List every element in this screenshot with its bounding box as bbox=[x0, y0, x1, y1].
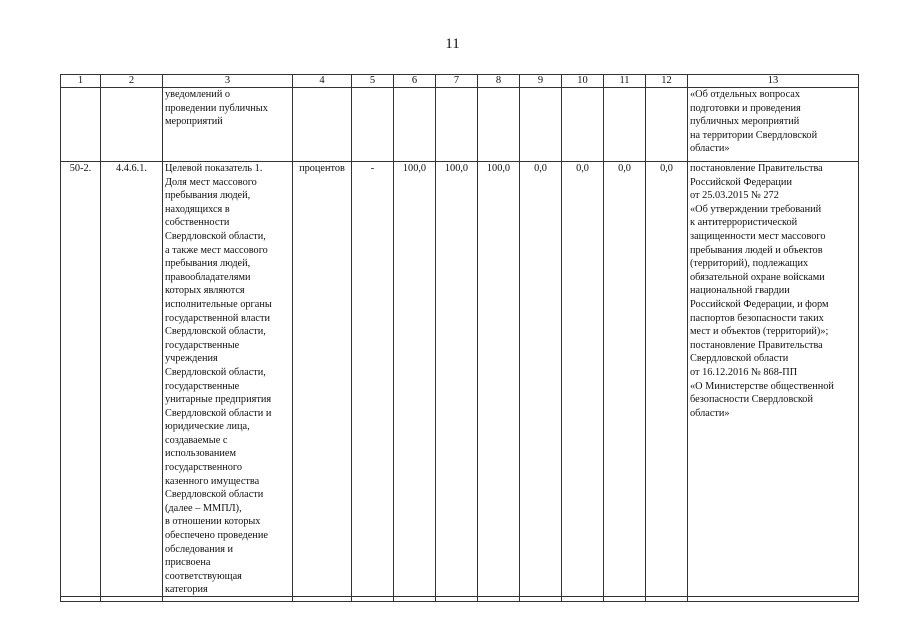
text-line: государственного bbox=[165, 462, 242, 474]
text-line: государственные bbox=[165, 339, 240, 351]
value-cell-5: - bbox=[352, 162, 394, 602]
text-line: использованием bbox=[165, 448, 236, 460]
value-cell-8: 100,0 bbox=[478, 162, 520, 602]
source-cell bbox=[688, 162, 859, 602]
text-line: «О Министерстве общественной bbox=[690, 380, 834, 392]
table-row bbox=[61, 162, 859, 602]
text-line: соответствующая bbox=[165, 570, 242, 582]
text-line: мероприятий bbox=[165, 116, 223, 128]
text-line: области» bbox=[690, 143, 730, 155]
value-cell-11: 0,0 bbox=[604, 162, 646, 602]
text-line: «Об утверждении требований bbox=[690, 203, 822, 215]
text-line: от 25.03.2015 № 272 bbox=[690, 190, 779, 202]
text-line: Российской Федерации bbox=[690, 176, 792, 188]
cell-empty bbox=[520, 88, 562, 162]
text-line: исполнительные органы bbox=[165, 298, 272, 310]
header-cell: 2 bbox=[101, 75, 163, 88]
text-line: уведомлений о bbox=[165, 89, 231, 100]
cell-empty bbox=[478, 88, 520, 162]
text-line: Свердловской области bbox=[690, 353, 789, 365]
text-line: государственные bbox=[165, 380, 240, 392]
cell-empty bbox=[604, 88, 646, 162]
text-line: находящихся в bbox=[165, 203, 230, 215]
text-line: обеспечено проведение bbox=[165, 530, 268, 542]
header-cell: 11 bbox=[604, 75, 646, 88]
text-line: публичных мероприятий bbox=[690, 116, 800, 128]
text-line: категория bbox=[165, 584, 208, 596]
header-cell: 12 bbox=[646, 75, 688, 88]
cell-empty bbox=[646, 88, 688, 162]
text-line: области» bbox=[690, 407, 730, 419]
header-cell: 8 bbox=[478, 75, 520, 88]
value-cell-6: 100,0 bbox=[394, 162, 436, 602]
value-cell-9: 0,0 bbox=[520, 162, 562, 602]
indicator-name-cell bbox=[163, 162, 293, 602]
text-line: Российской Федерации, и форм bbox=[690, 298, 829, 310]
header-cell: 1 bbox=[61, 75, 101, 88]
cell-empty bbox=[293, 88, 352, 162]
text-line: национальной гвардии bbox=[690, 285, 790, 297]
text-line: казенного имущества bbox=[165, 475, 260, 487]
text-line: подготовки и проведения bbox=[690, 102, 801, 114]
cell-empty bbox=[562, 88, 604, 162]
text-line: Доля мест массового bbox=[165, 176, 257, 188]
header-cell: 5 bbox=[352, 75, 394, 88]
cell-empty bbox=[101, 88, 163, 162]
text-line: «Об отдельных вопросах bbox=[690, 89, 800, 100]
text-line: присвоена bbox=[165, 557, 211, 569]
text-line: пребывания людей, bbox=[165, 190, 251, 202]
text-line: на территории Свердловской bbox=[690, 129, 818, 141]
value-cell-7: 100,0 bbox=[436, 162, 478, 602]
continuation-source-cell bbox=[688, 88, 859, 162]
page-number: 11 bbox=[445, 36, 460, 52]
unit-cell: процентов bbox=[293, 162, 352, 602]
header-cell: 6 bbox=[394, 75, 436, 88]
text-line: от 16.12.2016 № 868-ПП bbox=[690, 366, 798, 378]
indicator-table bbox=[60, 74, 859, 602]
text-line: правообладателями bbox=[165, 271, 251, 283]
text-line: создаваемые с bbox=[165, 434, 228, 446]
text-line: а также мест массового bbox=[165, 244, 268, 256]
text-line: пребывания людей и объектов bbox=[690, 244, 823, 256]
cell-empty bbox=[436, 88, 478, 162]
header-row bbox=[61, 75, 859, 88]
text-line: Свердловской области, bbox=[165, 230, 266, 242]
value-cell-10: 0,0 bbox=[562, 162, 604, 602]
table-bottom-rule bbox=[60, 596, 859, 597]
text-line: Целевой показатель 1. bbox=[165, 163, 263, 174]
text-line: к антитеррористической bbox=[690, 217, 798, 229]
text-line: пребывания людей, bbox=[165, 258, 251, 270]
row-number: 50-2. bbox=[61, 162, 101, 602]
text-line: постановление Правительства bbox=[690, 163, 823, 174]
text-line: Свердловской области, bbox=[165, 366, 266, 378]
text-line: проведении публичных bbox=[165, 102, 268, 114]
continuation-row bbox=[61, 88, 859, 162]
text-line: Свердловской области, bbox=[165, 326, 266, 338]
value-cell-12: 0,0 bbox=[646, 162, 688, 602]
text-line: собственности bbox=[165, 217, 230, 229]
text-line: мест и объектов (территорий)»; bbox=[690, 326, 829, 338]
row-code: 4.4.6.1. bbox=[101, 162, 163, 602]
cell-empty bbox=[352, 88, 394, 162]
text-line: обязательной охране войсками bbox=[690, 271, 825, 283]
cell-empty bbox=[61, 88, 101, 162]
text-line: (далее – ММПЛ), bbox=[165, 502, 242, 514]
text-line: которых являются bbox=[165, 285, 245, 297]
continuation-name-cell bbox=[163, 88, 293, 162]
text-line: постановление Правительства bbox=[690, 339, 823, 351]
text-line: учреждения bbox=[165, 353, 218, 365]
text-line: унитарные предприятия bbox=[165, 394, 272, 406]
header-cell: 13 bbox=[688, 75, 859, 88]
text-line: Свердловской области bbox=[165, 489, 264, 501]
header-cell: 10 bbox=[562, 75, 604, 88]
text-line: защищенности мест массового bbox=[690, 230, 826, 242]
text-line: в отношении которых bbox=[165, 516, 261, 528]
header-cell: 7 bbox=[436, 75, 478, 88]
text-line: (территорий), подлежащих bbox=[690, 258, 809, 270]
text-line: безопасности Свердловской bbox=[690, 394, 813, 406]
text-line: паспортов безопасности таких bbox=[690, 312, 824, 324]
cell-empty bbox=[394, 88, 436, 162]
text-line: юридические лица, bbox=[165, 421, 250, 433]
header-cell: 4 bbox=[293, 75, 352, 88]
text-line: обследования и bbox=[165, 543, 234, 555]
header-cell: 3 bbox=[163, 75, 293, 88]
text-line: государственной власти bbox=[165, 312, 270, 324]
text-line: Свердловской области и bbox=[165, 407, 272, 419]
header-cell: 9 bbox=[520, 75, 562, 88]
